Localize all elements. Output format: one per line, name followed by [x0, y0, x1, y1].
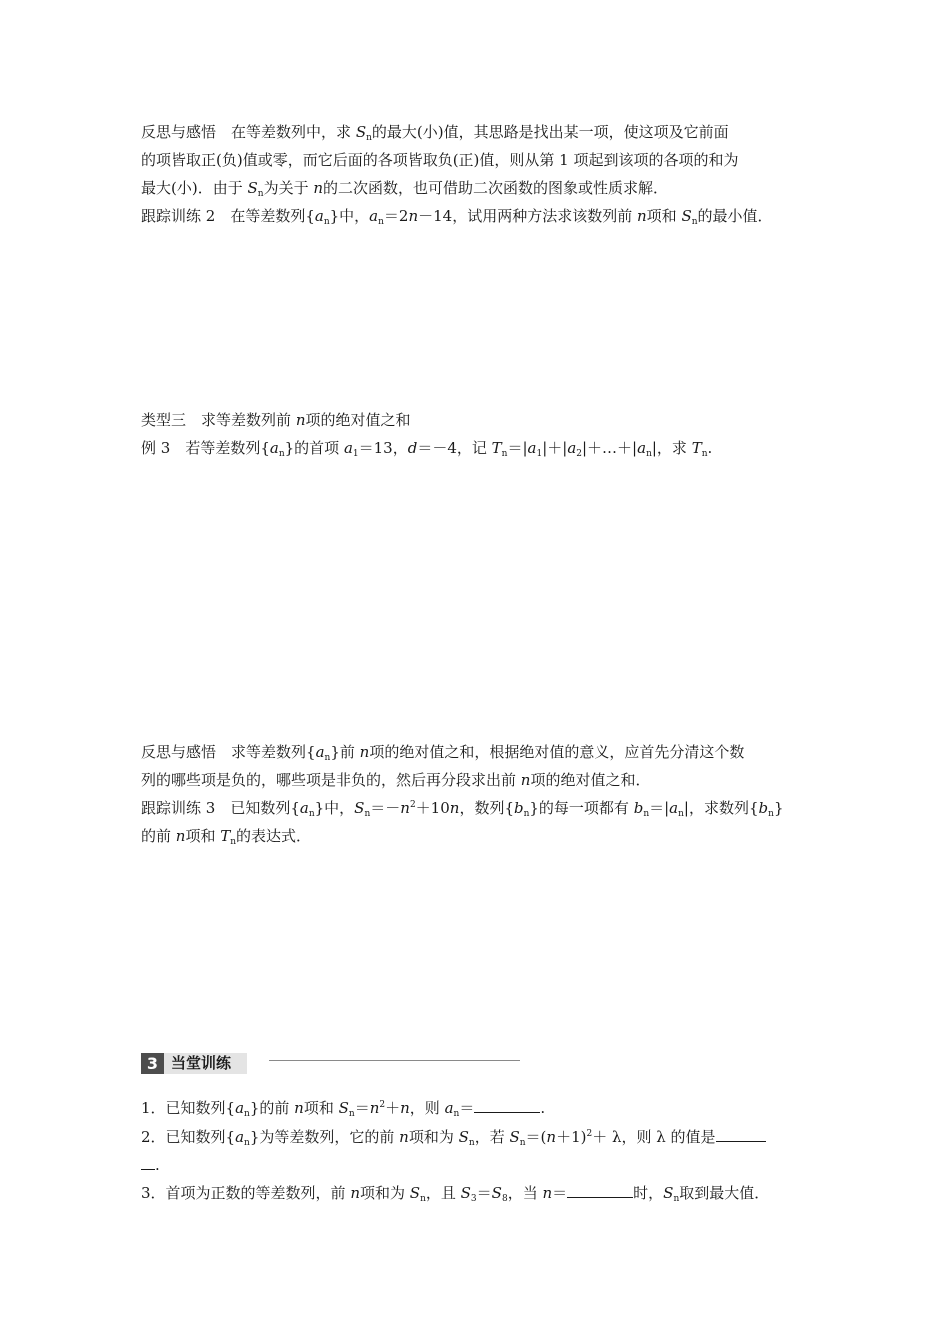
example-3: 例 3 若等差数列$\{a_n\}$的首项 $a_1=13$，d＝－4，记 $T_n=|a_1|+|a_2|+\dots+|a_n|$，求 $T_n$.: [141, 439, 713, 459]
section-divider: [269, 1060, 520, 1061]
reflection-label: 反思与感悟: [141, 123, 217, 141]
practice-3-line-2: 的前 n项和 $T_n$的表达式．: [141, 827, 312, 847]
practice-2: 跟踪训练 2 在等差数列$\{a_n\}$中，$a_n=2n-14$，试用两种方法求该数列前 n项和 $S_n$的最小值．: [141, 207, 773, 227]
question-2-continued: .: [141, 1154, 160, 1176]
question-2: 2．已知数列$\{a_n\}$为等差数列，它的前 n项和为 $S_n$，若 $S_n=(n+1)^2+ \lambda$，则 λ 的值是: [141, 1126, 766, 1148]
reflection-line-1: 反思与感悟 在等差数列中，求 $S_n$的最大(小)值，其思路是找出某一项，使这项及它前面: [141, 123, 729, 143]
reflection-2-line-1: 反思与感悟 求等差数列$\{a_n\}$前 n项的绝对值之和，根据绝对值的意义，应首先分清这个数: [141, 743, 745, 763]
example-3-label: 例 3: [141, 439, 171, 457]
question-3: 3．首项为正数的等差数列，前 n项和为 $S_n$，且 $S_3=S_8$，当 n＝ 时，$S_n$取到最大值．: [141, 1184, 770, 1204]
reflection-2-line-2: 列的哪些项是负的，哪些项是非负的，然后再分段求出前 n项的绝对值之和．: [141, 771, 651, 789]
answer-blank[interactable]: [716, 1127, 766, 1142]
practice-3-label: 跟踪训练 3: [141, 799, 216, 817]
reflection-2-label: 反思与感悟: [141, 743, 217, 761]
practice-2-label: 跟踪训练 2: [141, 207, 216, 225]
reflection-line-3: 最大(小)．由于 $S_n$为关于 n的二次函数，也可借助二次函数的图象或性质求解．: [141, 179, 669, 199]
answer-blank[interactable]: [474, 1098, 540, 1113]
question-1: 1．已知数列$\{a_n\}$的前 n项和 $S_n=n^2+n$，则 $a_n=$ .: [141, 1099, 546, 1119]
answer-blank[interactable]: [567, 1183, 633, 1198]
section-3-header: [141, 1053, 247, 1074]
section-number: 3: [141, 1053, 164, 1074]
practice-3-line-1: 跟踪训练 3 已知数列$\{a_n\}$中，$S_n=-n^2+10n$，数列$\{b_n\}$的每一项都有 $b_n=|a_n|$，求数列$\{b_n\}$: [141, 799, 784, 819]
answer-blank-continued[interactable]: [141, 1155, 155, 1170]
reflection-line-2: 的项皆取正(负)值或零，而它后面的各项皆取负(正)值，则从第 1 项起到该项的各项的和为: [141, 151, 739, 169]
type-3-heading: 类型三 求等差数列前 n项的绝对值之和: [141, 411, 411, 429]
section-title: 当堂训练: [164, 1053, 247, 1074]
